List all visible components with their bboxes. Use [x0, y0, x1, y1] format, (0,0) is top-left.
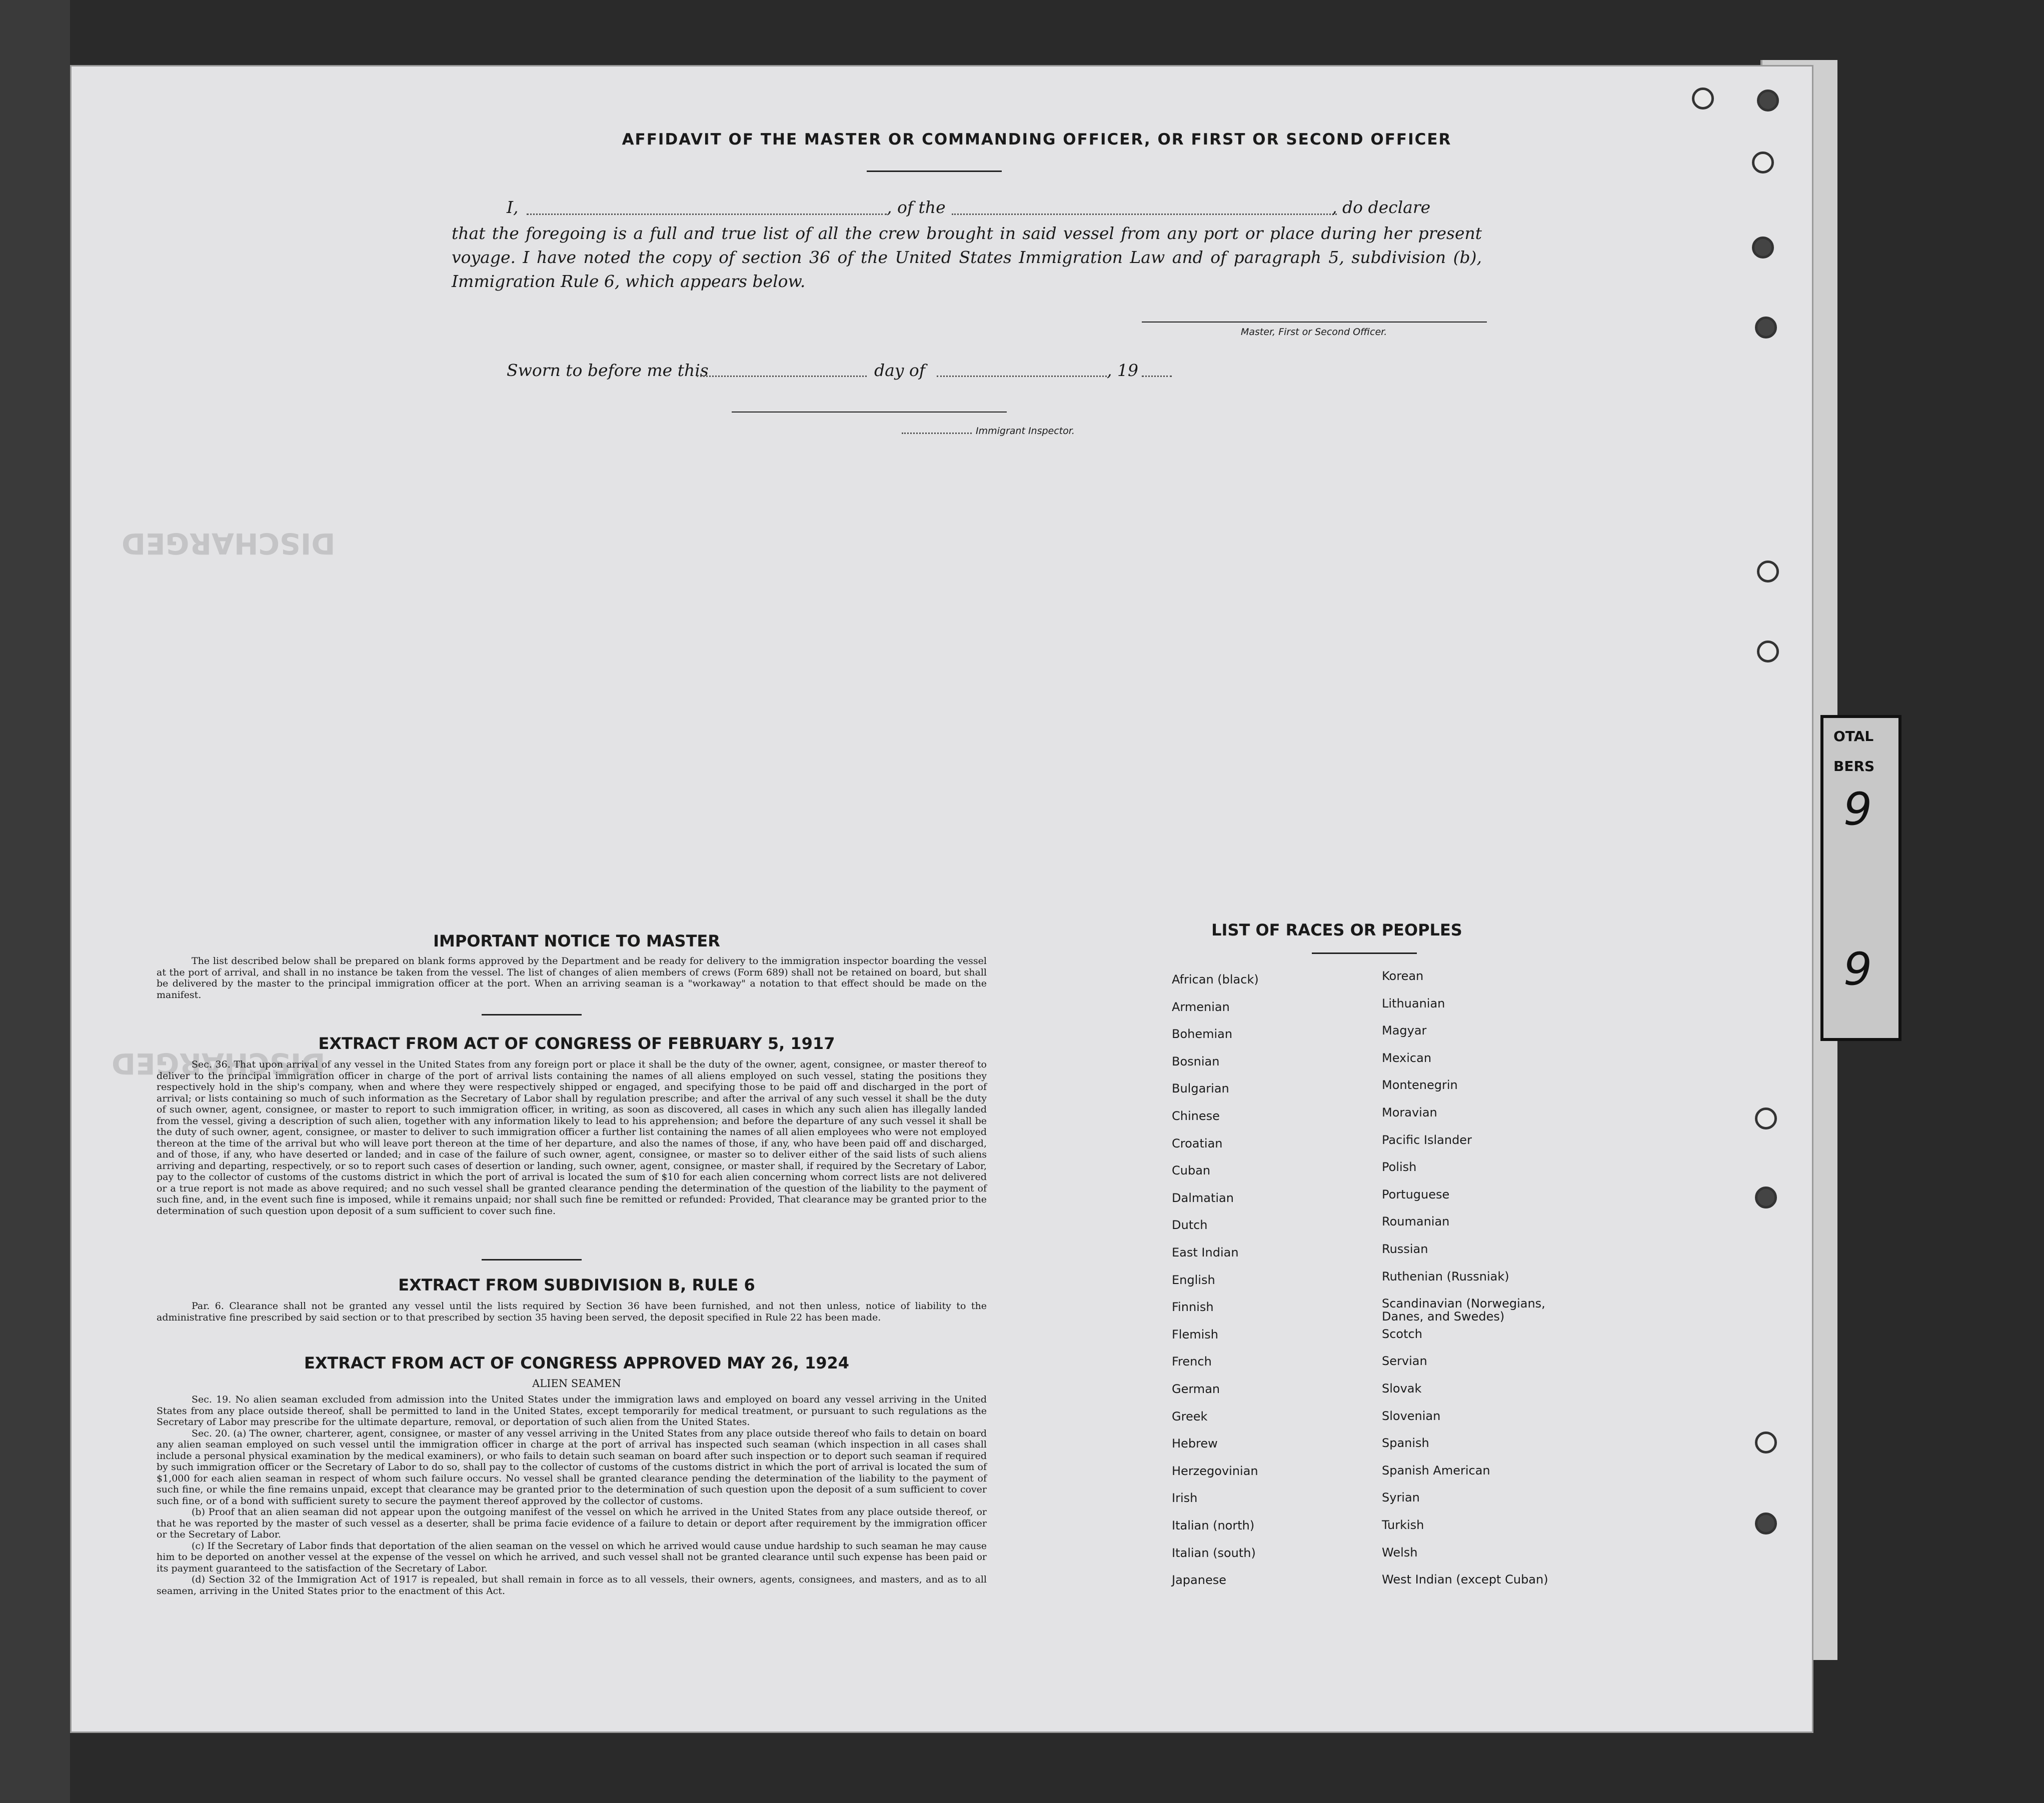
- race-item: Croatian: [1172, 1136, 1223, 1150]
- tab-value: 9: [1843, 783, 1872, 836]
- affidavit-of-the: , of the: [887, 198, 946, 217]
- race-item: Polish: [1382, 1160, 1417, 1174]
- race-item: Russian: [1382, 1242, 1428, 1256]
- affidavit-i-label: I,: [507, 198, 519, 217]
- race-item: Finnish: [1172, 1300, 1214, 1314]
- punch-hole: [1692, 88, 1714, 110]
- sworn-label: Sworn to before me this: [507, 360, 709, 380]
- race-item: Scandinavian (Norwegians, Danes, and Swedes): [1382, 1296, 1545, 1324]
- affidavit-do-declare: , do declare: [1332, 198, 1431, 217]
- race-item: Roumanian: [1382, 1214, 1450, 1229]
- race-item: Armenian: [1172, 1000, 1230, 1014]
- paragraph: Sec. 20. (a) The owner, charterer, agent, consignee, or master of any vessel arriving in the United States from any place outside thereof who fails to detain on board any alien seaman employed on such vessel until the immigration officer in charge at the port of arrival has inspected such seaman (which inspection in all cases shall include a personal physical examination by the medical examiners), or who fails to detain such seaman on board after such inspection or to deport such seaman if required by such immigration officer or the Secretary of Labor to do so, shall pay to the collector of customs of the customs district in which the port of arrival is located the sum of $1,000 for each alien seaman in respect of whom such failure occurs. No vessel shall be granted clearance pending the determination of the liability to the payment of such fine, or while the fine remains unpaid, except that clearance may be granted prior to the determination of such question upon the deposit of a sum sufficient to cover such fine, or of a bond with sufficient surety to secure the payment thereof approved by the collector of customs.: [157, 1428, 987, 1506]
- race-item: Japanese: [1172, 1573, 1226, 1588]
- scan-border: [0, 0, 70, 1803]
- race-item: Spanish American: [1382, 1463, 1490, 1478]
- race-item: Lithuanian: [1382, 996, 1445, 1010]
- extract-rule6-title: EXTRACT FROM SUBDIVISION B, RULE 6: [398, 1276, 755, 1294]
- day-of-label: day of: [874, 360, 926, 380]
- race-item: Dutch: [1172, 1218, 1208, 1232]
- inspector-dots: [902, 430, 972, 434]
- alien-seamen-subtitle: ALIEN SEAMEN: [532, 1378, 621, 1390]
- race-item: Spanish: [1382, 1436, 1429, 1450]
- divider: [1312, 952, 1417, 954]
- extract-1917-title: EXTRACT FROM ACT OF CONGRESS OF FEBRUARY 5, 1917: [318, 1034, 835, 1053]
- day-blank: [697, 374, 867, 377]
- race-item: Chinese: [1172, 1109, 1220, 1123]
- year-prefix: , 19: [1107, 360, 1138, 380]
- underlying-total-tab: [1820, 715, 1901, 1041]
- race-item: Portuguese: [1382, 1187, 1450, 1202]
- race-item: Pacific Islander: [1382, 1132, 1472, 1147]
- name-blank: [527, 212, 887, 215]
- punch-hole: [1755, 316, 1777, 338]
- bleed-through-stamp: DISCHARGED: [112, 1046, 326, 1080]
- race-item: Hebrew: [1172, 1436, 1218, 1451]
- extract-1917-text: Sec. 36. That upon arrival of any vessel in the United States from any foreign port or place it shall be the duty of the owner, agent, consignee, or master thereof to deliver to the principal immigration officer in charge of the port of arrival lists containing the names of all aliens employed on such vessel, stating the positions they respectively hold in the ship's company, when and where they were respectively shipped or engaged, and specifying those to be paid off and discharged in the port of arrival; or lists containing so much of such information as the Secretary of Labor shall by regulation prescribe; and after the arrival of any such vessel it shall be the duty of such owner, agent, consignee, or master to report to such immigration officer, in writing, as soon as discovered, all cases in which any such alien has illegally landed from the vessel, giving a description of such alien, together with any information likely to lead to his apprehension; and before the departure of any such vessel it shall be the duty of such owner, agent, consignee, or master to deliver to such immigration officer a further list containing the names of all alien employees who were not employed thereon at the time of the arrival but who will leave port thereon at the time of her departure, and also the names of those, if any, who have been paid off and discharged, and of those, if any, who have deserted or landed; and in case of the failure of such owner, agent, consignee, or master so to deliver either of the said lists of such aliens arriving and departing, respectively, or so to report such cases of desertion or landing, such owner, agent, consignee, or master shall, if required by the Secretary of Labor, pay to the collector of customs of the customs district in which the port of arrival is located the sum of $10 for each alien concerning whom correct lists are not delivered or a true report is not made as above required; and no such vessel shall be granted clearance pending the determination of the question of the liability to the payment of such fine, and, in the event such fine is imposed, while it remains unpaid; nor shall such fine be remitted or refunded: Provided, That clearance may be granted prior to the determination of such question upon deposit of a sum sufficient to cover such fine.: [157, 1059, 987, 1216]
- punch-hole: [1757, 640, 1779, 662]
- race-item: Flemish: [1172, 1327, 1218, 1342]
- punch-hole: [1755, 1432, 1777, 1454]
- race-item: African (black): [1172, 972, 1259, 986]
- race-item: Dalmatian: [1172, 1190, 1234, 1205]
- divider: [482, 1259, 582, 1260]
- extract-1924-text: [157, 1394, 987, 1596]
- punch-hole: [1752, 236, 1774, 258]
- vessel-blank: [952, 212, 1337, 215]
- signature-caption: Master, First or Second Officer.: [1241, 326, 1387, 338]
- race-item: Korean: [1382, 969, 1424, 983]
- tab-value: 9: [1843, 943, 1872, 996]
- punch-hole: [1757, 90, 1779, 112]
- race-item: Bohemian: [1172, 1027, 1233, 1042]
- paragraph: Sec. 19. No alien seaman excluded from admission into the United States under the immigration laws and employed on board any vessel arriving in the United States from any place outside thereof, shall be permitted to land in the United States, except temporarily for medical treatment, or pursuant to such regulations as the Secretary of Labor may prescribe for the ultimate departure, removal, or deportation of such alien from the United States.: [157, 1394, 987, 1428]
- inspector-caption: Immigrant Inspector.: [976, 426, 1075, 436]
- race-item: English: [1172, 1272, 1215, 1287]
- race-item: Mexican: [1382, 1050, 1432, 1065]
- bleed-through-stamp: DISCHARGED: [122, 526, 336, 560]
- year-blank: [1142, 374, 1172, 377]
- race-item: Moravian: [1382, 1106, 1437, 1120]
- race-item: Bosnian: [1172, 1054, 1220, 1068]
- race-item: Herzegovinian: [1172, 1464, 1258, 1478]
- affidavit-declaration: that the foregoing is a full and true list of all the crew brought in said vessel from any port or place during her present voyage. I have noted the copy of section 36 of the United States Immigration Law and of paragraph 5, subdivision (b), Immigration Rule 6, which appears below.: [452, 224, 1482, 291]
- race-item: Slovak: [1382, 1382, 1422, 1396]
- race-item: Syrian: [1382, 1490, 1420, 1505]
- punch-hole: [1757, 560, 1779, 582]
- race-item: Montenegrin: [1382, 1078, 1458, 1092]
- punch-hole: [1752, 152, 1774, 174]
- punch-hole: [1755, 1108, 1777, 1130]
- paragraph: (c) If the Secretary of Labor finds that deportation of the alien seaman on the vessel on which he arrived would cause undue hardship to such seaman he may cause him to be deported on another vessel at the expense of the vessel on which he arrived, and such vessel shall not be granted clearance until such expense has been paid or its payment guaranteed to the satisfaction of the Secretary of Labor.: [157, 1540, 987, 1574]
- race-item: German: [1172, 1382, 1220, 1396]
- race-item: Bulgarian: [1172, 1082, 1229, 1096]
- race-item: Italian (north): [1172, 1518, 1255, 1532]
- races-title: LIST OF RACES OR PEOPLES: [1211, 920, 1462, 940]
- extract-rule6-text: Par. 6. Clearance shall not be granted any vessel until the lists required by Section 36 have been furnished, and not then unless, notice of liability to the administrative fine prescribed by said section or to that prescribed by section 35 having been served, the deposit specified in Rule 22 has been made.: [157, 1300, 987, 1323]
- divider: [482, 1014, 582, 1016]
- race-item: Greek: [1172, 1409, 1208, 1424]
- affidavit-title: AFFIDAVIT OF THE MASTER OR COMMANDING OFFICER, OR FIRST OR SECOND OFFICER: [622, 130, 1452, 148]
- notice-text: The list described below shall be prepared on blank forms approved by the Department and be ready for delivery to the immigration inspector boarding the vessel at the port of arrival, and shall in no instance be taken from the vessel. The list of changes of alien members of crews (Form 689) shall not be retained on board, but shall be delivered by the master to the principal immigration officer at the port. When an arriving seaman is a "workaway" a notation to that effect should be made on the manifest.: [157, 956, 987, 1000]
- punch-hole: [1755, 1186, 1777, 1208]
- race-item: Slovenian: [1382, 1408, 1441, 1423]
- race-item: Irish: [1172, 1491, 1198, 1506]
- race-item: Turkish: [1382, 1518, 1424, 1532]
- race-item: Ruthenian (Russniak): [1382, 1269, 1509, 1284]
- race-item: Servian: [1382, 1354, 1427, 1368]
- tab-label: OTAL: [1833, 728, 1874, 744]
- race-item: West Indian (except Cuban): [1382, 1572, 1548, 1587]
- race-item: Welsh: [1382, 1545, 1418, 1560]
- extract-1924-title: EXTRACT FROM ACT OF CONGRESS APPROVED MAY 26, 1924: [304, 1354, 850, 1372]
- paragraph: (b) Proof that an alien seaman did not appear upon the outgoing manifest of the vessel on which he arrived in the United States from any place outside thereof, or that he was reported by the master of such vessel as a deserter, shall be prima facie evidence of a failure to detain or deport after requirement by the immigration officer or the Secretary of Labor.: [157, 1506, 987, 1540]
- tab-label: BERS: [1833, 758, 1875, 774]
- race-item: Cuban: [1172, 1164, 1211, 1178]
- month-blank: [937, 374, 1107, 377]
- title-rule: [867, 170, 1002, 172]
- notice-title: IMPORTANT NOTICE TO MASTER: [433, 932, 720, 950]
- race-item: French: [1172, 1354, 1212, 1369]
- document-page: [70, 65, 1813, 1733]
- race-item: Italian (south): [1172, 1546, 1256, 1560]
- race-item: Scotch: [1382, 1326, 1422, 1341]
- race-item: Magyar: [1382, 1024, 1427, 1038]
- punch-hole: [1755, 1512, 1777, 1534]
- race-item: East Indian: [1172, 1246, 1239, 1260]
- paragraph: (d) Section 32 of the Immigration Act of 1917 is repealed, but shall remain in force as to all vessels, their owners, agents, consignees, and masters, and as to all seamen, arriving in the United States prior to the enactment of this Act.: [157, 1574, 987, 1596]
